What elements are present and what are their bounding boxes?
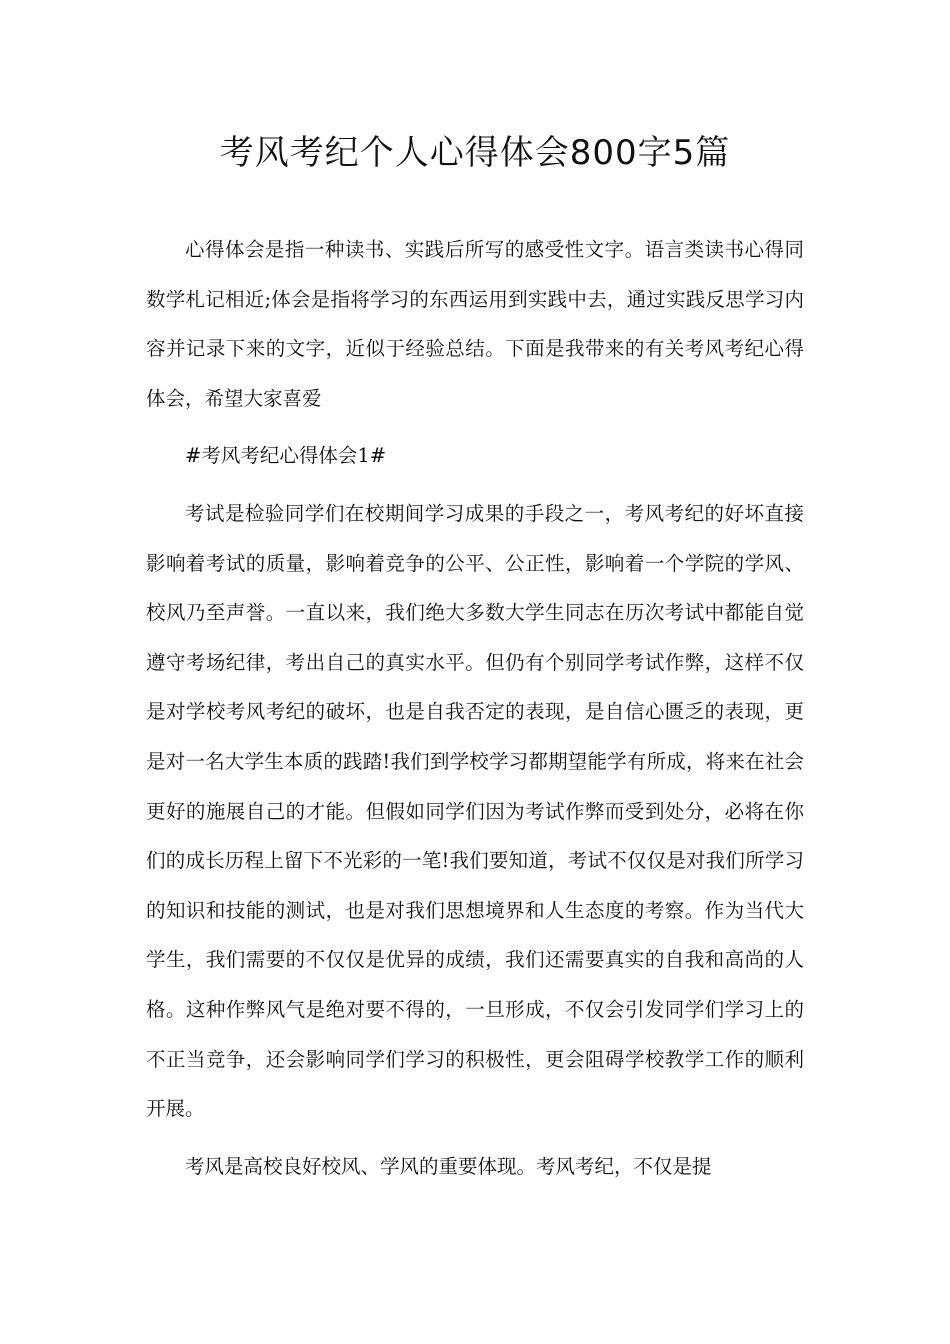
section-heading: #考风考纪心得体会1#: [185, 444, 387, 468]
document-title: 考风考纪个人心得体会800字5篇: [219, 133, 731, 173]
body-paragraph: 考试是检验同学们在校期间学习成果的手段之一，考风考纪的好坏直接影响着考试的质量，影响着竞争的公平、公正性，影响着一个学院的学风、校风乃至声誉。一直以来，我们绝大多数大学生同志在历次考试中都能自觉遵守考场纪律，考出自己的真实水平。但仍有个别同学考试作弊，这样不仅是对学校考风考纪的破坏，也是自我否定的表现，是自信心匮乏的表现，更是对一名大学生本质的践踏!我们到学校学习都期望能学有所成，将来在社会更好的施展自己的才能。但假如同学们因为考试作弊而受到处分，必将在你们的成长历程上留下不光彩的一笔!我们要知道，考试不仅仅是对我们所学习的知识和技能的测试，也是对我们思想境界和人生态度的考察。作为当代大学生，我们需要的不仅仅是优异的成绩，我们还需要真实的自我和高尚的人格。这种作弊风气是绝对要不得的，一旦形成，不仅会引发同学们学习上的不正当竞争，还会影响同学们学习的积极性，更会阻碍学校教学工作的顺利开展。: [146, 501, 804, 1121]
body-paragraph: 考风是高校良好校风、学风的重要体现。考风考纪，不仅是提: [185, 1154, 712, 1178]
document-body: [146, 225, 804, 1199]
intro-paragraph: 心得体会是指一种读书、实践后所写的感受性文字。语言类读书心得同数学札记相近;体会是指将学习的东西运用到实践中去，通过实践反思学习内容并记录下来的文字，近似于经验总结。下面是我带来的有关考风考纪心得体会，希望大家喜爱: [146, 238, 804, 410]
